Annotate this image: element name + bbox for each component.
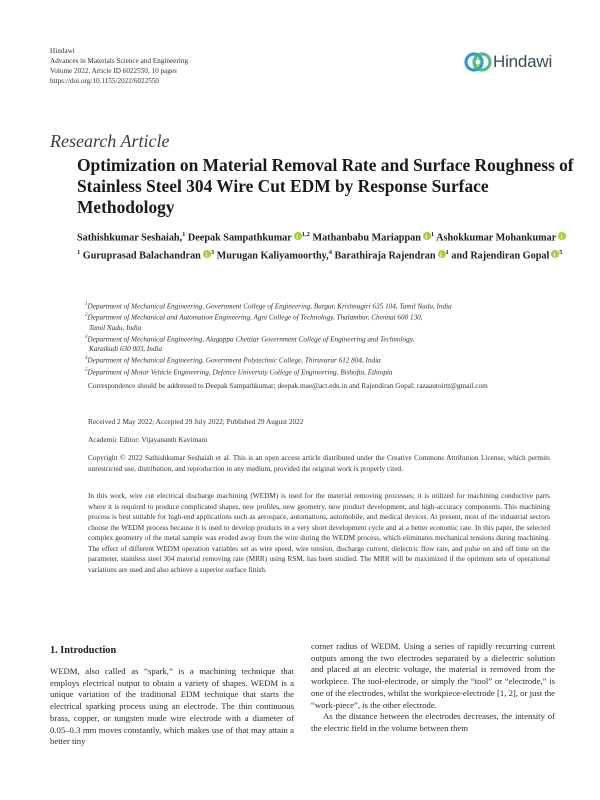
author-affiliation-number: 1 (77, 248, 81, 256)
paper-title: Optimization on Material Removal Rate and Surface Roughness of Stainless Steel 304 Wire Cut EDM by Response Surface Methodology (77, 155, 574, 217)
author-affiliation-number: 5 (559, 248, 563, 256)
author-name: and Rajendiran Gopal (451, 250, 550, 262)
affiliation-item (85, 333, 565, 354)
copyright-notice: Copyright © 2022 Sathishkumar Seshaiah et al. This is an open access article distributed under the Creative Commons Attribution License, which permits unrestricted use, distribution, and reproduction in any medium, provided the original work is properly cited. (88, 453, 550, 473)
author-name: Murugan Kaliyamoorthy, (216, 250, 329, 262)
affiliation-item (85, 354, 565, 365)
affiliation-number: 4 (85, 356, 88, 362)
affiliation-number: 2 (85, 313, 88, 319)
journal-name: Advances in Materials Science and Engineering (50, 57, 188, 65)
doi-link[interactable]: https://doi.org/10.1155/2022/6022550 (50, 77, 160, 85)
author-affiliation-number: 1 (430, 231, 435, 238)
article-type: Research Article (50, 131, 170, 151)
affiliation-number: 3 (85, 334, 88, 340)
volume-info: Volume 2022, Article ID 6022550, 10 pages (50, 67, 177, 75)
affiliation-item (85, 366, 565, 377)
abstract: In this work, wire cut electrical discharge machining (WEDM) is used for the material removing processes; it is utilized for machining conductive parts where it is required to produce complicated shapes, new profiles, new geometry, new product development, and high-accuracy components. This machining process is best suitable for high-end applications such as aerospace, automations, automobile, and medical devices. At present, most of the industrial sectors choose the WEDM process because it is used to develop products in a very short development cycle and at a better economic rate. In this paper, the selected complex geometry of the metal sample was eroded away from the wire during the WEDM process, which eliminates mechanical tensions during machining. The effect of different WEDM operation variables set as wire speed, wire tension, discharge current, dielectric flow rate, and pulse on and off time on the parameter, stainless steel 304 material removing rate (MRR) using RSM, has been studied. The MRR will be maximized if the optimum sets of operational variations are used and also achieve a superior surface finish. (88, 491, 550, 574)
intro-right-paragraph-1: corner radius of WEDM. Using a series of rapidly recurring current outputs among the two electrodes separated by a dielectric solution and placed at an electric voltage, the material is removed from the workpiece. The tool-electrode, or simply the “tool” or “electrode,” is one of the electrodes, whilst the workpiece-electrode [1, 2], or just the “work-piece”, is the other electrode. (311, 641, 555, 710)
author-affiliation-number: 4 (328, 248, 332, 256)
author-name: Ashokkumar Mohankumar (436, 232, 557, 244)
orcid-icon[interactable] (203, 250, 211, 258)
affiliation-number: 5 (85, 367, 88, 373)
orcid-icon[interactable] (558, 232, 566, 240)
affiliation-text: Department of Mechanical and Automation Engineering, Agni College of Technology, Thalambur, Chennai 600 130, (87, 313, 423, 322)
affiliation-text-continued: Tamil Nadu, India (89, 323, 142, 332)
academic-editor: Academic Editor: Vijayananth Kavimani (88, 435, 208, 444)
affiliation-item (85, 300, 565, 311)
orcid-icon[interactable] (423, 232, 431, 240)
orcid-icon[interactable] (294, 232, 302, 240)
affiliations (85, 300, 565, 377)
orcid-icon[interactable] (438, 250, 446, 258)
author-list (77, 228, 567, 264)
author-name: Guruprasad Balachandran (82, 250, 201, 262)
author-name: Mathanbabu Mariappan (312, 232, 421, 244)
intro-right-paragraph-2: As the distance between the electrodes decreases, the intensity of the electric field in the volume between them (311, 711, 555, 733)
affiliation-text: Department of Mechanical Engineering, Alagappa Chettiar Government College of Engineering and Technology, (87, 335, 415, 344)
affiliation-text: Department of Mechanical Engineering, Government Polytechnic College, Thiruvarur 612 804, India (87, 356, 381, 365)
author-affiliation-number: 1,2 (301, 231, 310, 238)
author-affiliation-number: 1 (445, 248, 449, 256)
affiliation-text-continued: Karaikudi 630 003, India (89, 345, 163, 354)
logo-text: Hindawi (493, 52, 553, 71)
correspondence: Correspondence should be addressed to Deepak Sampathkumar; deepak.mae@act.edu.in and Rajendiran Gopal; razaautoirtt@gmail.com (88, 381, 488, 390)
author-affiliation-number: 3 (210, 248, 215, 256)
publication-dates: Received 2 May 2022; Accepted 29 July 2022; Published 29 August 2022 (88, 417, 304, 426)
orcid-icon[interactable] (551, 250, 559, 258)
publisher-name: Hindawi (50, 47, 75, 55)
author-affiliation-number: 1 (182, 231, 186, 238)
intro-left-column: WEDM, also called as “spark,” is a machining technique that employs electrical output to obtain a variety of shapes. WEDM is a unique variation of the traditional EDM technique that starts the electrical sparking process using an electrode. The thin continuous brass, copper, or tungsten made wire electrode with a diameter of 0.05–0.3 mm moves constantly, which makes use of that may attain a better tiny (50, 666, 294, 747)
journal-info (50, 46, 188, 86)
intro-right-column (311, 641, 555, 735)
author-name: Barathiraja Rajendran (334, 250, 436, 262)
affiliation-text: Department of Mechanical Engineering, Government College of Engineering, Bargur, Krishnagiri 635 104, Tamil Nadu, India (87, 302, 452, 311)
author-name: Sathishkumar Seshaiah, (77, 232, 183, 244)
author-name: Deepak Sampathkumar (187, 232, 292, 244)
affiliation-number: 1 (85, 302, 88, 307)
affiliation-item (85, 311, 565, 332)
section-heading: 1. Introduction (50, 645, 117, 656)
affiliation-text: Department of Motor Vehicle Engineering, Defence University College of Engineering, Bishoftu, Ethiopia (87, 367, 393, 376)
